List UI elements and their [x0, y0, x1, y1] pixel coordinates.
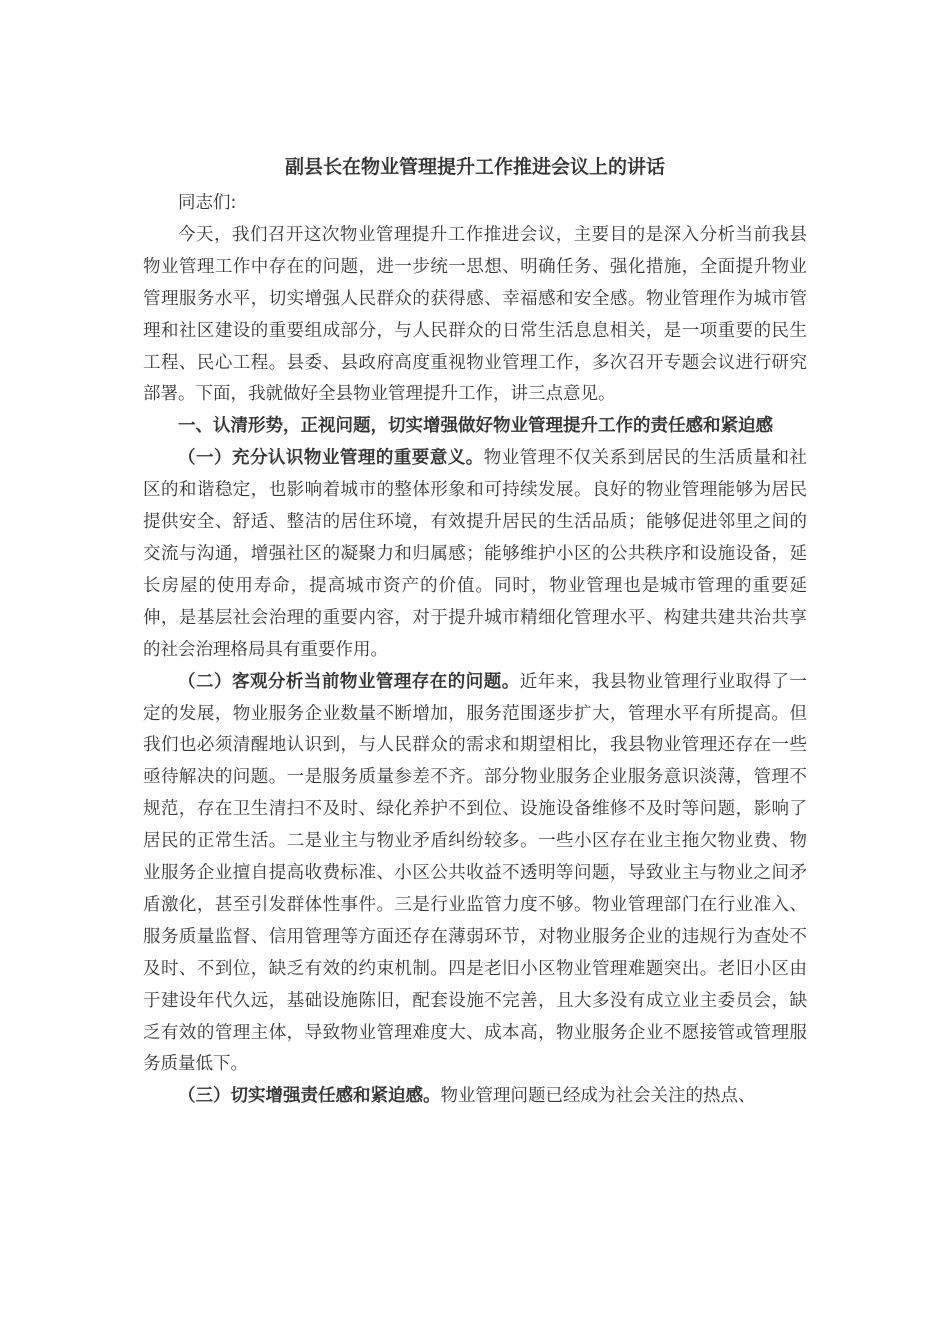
document-title: 副县长在物业管理提升工作推进会议上的讲话 — [284, 156, 665, 178]
subsection-3-body: 物业管理问题已经成为社会关注的热点、 — [440, 1086, 756, 1107]
subsection-2-body: 近年来，我县物业管理行业取得了一定的发展，物业服务企业数量不断增加，服务范围逐步扩大，管理水平有所提高。但我们也必须清醒地认识到，与人民群众的需求和期望相比，我县物业管理还存在一些亟待解决的问题。一是服务质量参差不齐。部分物业服务企业服务意识淡薄，管理不规范，存在卫生清扫不及时、绿化养护不到位、设施设备维修不及时等问题，影响了居民的正常生活。二是业主与物业矛盾纠纷较多。一些小区存在业主拖欠物业费、物业服务企业擅自提高收费标准、小区公共收益不透明等问题，导致业主与物业之间矛盾激化，甚至引发群体性事件。三是行业监管力度不够。物业管理部门在行业准入、服务质量监督、信用管理等方面还存在薄弱环节，对物业服务企业的违规行为查处不及时、不到位，缺乏有效的约束机制。四是老旧小区物业管理难题突出。老旧小区由于建设年代久远，基础设施陈旧，配套设施不完善，且大多没有成立业主委员会，缺乏有效的管理主体，导致物业管理难度大、成本高，物业服务企业不愿接管或管理服务质量低下。 — [143, 671, 808, 1075]
greeting: 同志们: — [178, 193, 237, 213]
subsection-2-lead: （二）客观分析当前物业管理存在的问题。 — [178, 671, 520, 692]
subsection-3-paragraph — [143, 1081, 807, 1113]
subsection-2-paragraph — [143, 667, 807, 1082]
subsection-1-body: 物业管理不仅关系到居民的生活质量和社区的和谐稳定，也影响着城市的整体形象和可持续发展。良好的物业管理能够为居民提供安全、舒适、整洁的居住环境，有效提升居民的生活品质；能够促进邻里之间的交流与沟通，增强社区的凝聚力和归属感；能够维护小区的公共秩序和设施设备，延长房屋的使用寿命，提高城市资产的价值。同时，物业管理也是城市管理的重要延伸，是基层社会治理的重要内容，对于提升城市精细化管理水平、构建共建共治共享的社会治理格局具有重要作用。 — [143, 448, 807, 660]
subsection-1-paragraph — [143, 443, 807, 666]
section-heading-1: 一、认清形势，正视问题，切实增强做好物业管理提升工作的责任感和紧迫感 — [178, 416, 773, 437]
subsection-1-lead: （一）充分认识物业管理的重要意义。 — [178, 448, 484, 469]
intro-paragraph: 今天，我们召开这次物业管理提升工作推进会议，主要目的是深入分析当前我县物业管理工作中存在的问题，进一步统一思想、明确任务、强化措施，全面提升物业管理服务水平，切实增强人民群众的获得感、幸福感和安全感。物业管理作为城市管理和社区建设的重要组成部分，与人民群众的日常生活息息相关，是一项重要的民生工程、民心工程。县委、县政府高度重视物业管理工作，多次召开专题会议进行研究部署。下面，我就做好全县物业管理提升工作，讲三点意见。 — [143, 224, 807, 405]
document-page — [143, 150, 807, 1113]
subsection-3-lead: （三）切实增强责任感和紧迫感。 — [178, 1086, 441, 1107]
